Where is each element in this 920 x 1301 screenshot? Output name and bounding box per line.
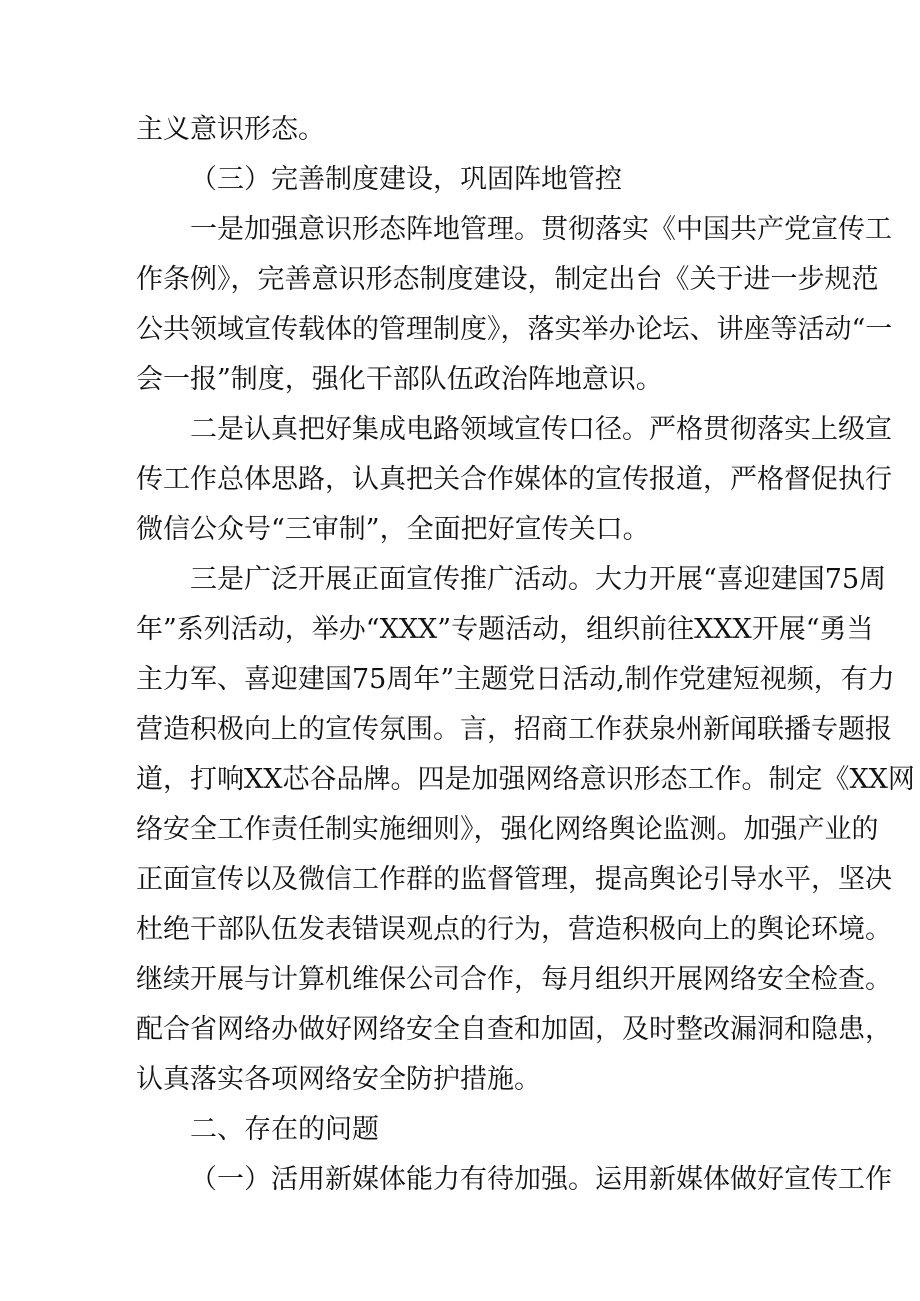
body-line-20: 认真落实各项网络安全防护措施。 bbox=[136, 1064, 541, 1095]
body-line-3: 一是加强意识形态阵地管理。贯彻落实《中国共产党宣传工 bbox=[190, 214, 892, 245]
body-line-18: 继续开展与计算机维保公司合作，每月组织开展网络安全检查。 bbox=[136, 964, 892, 995]
body-line-16: 正面宣传以及微信工作群的监督管理，提高舆论引导水平，坚决 bbox=[136, 864, 892, 895]
body-line-4: 作条例》，完善意识形态制度建设，制定出台《关于进一步规范 bbox=[136, 264, 879, 295]
body-line-8: 传工作总体思路，认真把关合作媒体的宣传报道，严格督促执行 bbox=[136, 464, 892, 495]
body-line-7: 二是认真把好集成电路领域宣传口径。严格贯彻落实上级宣 bbox=[190, 414, 892, 445]
body-line-5: 公共领域宣传载体的管理制度》，落实举办论坛、讲座等活动“一 bbox=[136, 314, 893, 345]
body-line-10: 三是广泛开展正面宣传推广活动。大力开展“喜迎建国75周 bbox=[190, 564, 887, 595]
body-line-17: 杜绝干部队伍发表错误观点的行为，营造积极向上的舆论环境。 bbox=[136, 914, 892, 945]
body-line-13: 营造积极向上的宣传氛围。言，招商工作获泉州新闻联播专题报 bbox=[136, 714, 892, 745]
body-line-14: 道，打响XX芯谷品牌。四是加强网络意识形态工作。制定《XX网 bbox=[136, 764, 915, 795]
body-line-15: 络安全工作责任制实施细则》，强化网络舆论监测。加强产业的 bbox=[136, 814, 879, 845]
section-heading-2: 二、存在的问题 bbox=[190, 1114, 379, 1145]
body-line-6: 会一报”制度，强化干部队伍政治阵地意识。 bbox=[136, 364, 663, 395]
body-line-1: 主义意识形态。 bbox=[136, 114, 325, 145]
body-line-9: 微信公众号“三审制”，全面把好宣传关口。 bbox=[136, 514, 650, 545]
body-line-22: （一）活用新媒体能力有待加强。运用新媒体做好宣传工作 bbox=[190, 1164, 892, 1195]
body-line-11: 年”系列活动，举办“XXX”专题活动，组织前往XXX开展“勇当 bbox=[136, 614, 874, 645]
body-line-19: 配合省网络办做好网络安全自查和加固，及时整改漏洞和隐患， bbox=[136, 1014, 892, 1045]
section-heading-3: （三）完善制度建设，巩固阵地管控 bbox=[190, 164, 622, 195]
body-line-12: 主力军、喜迎建国75周年”主题党日活动,制作党建短视频，有力 bbox=[136, 664, 895, 695]
